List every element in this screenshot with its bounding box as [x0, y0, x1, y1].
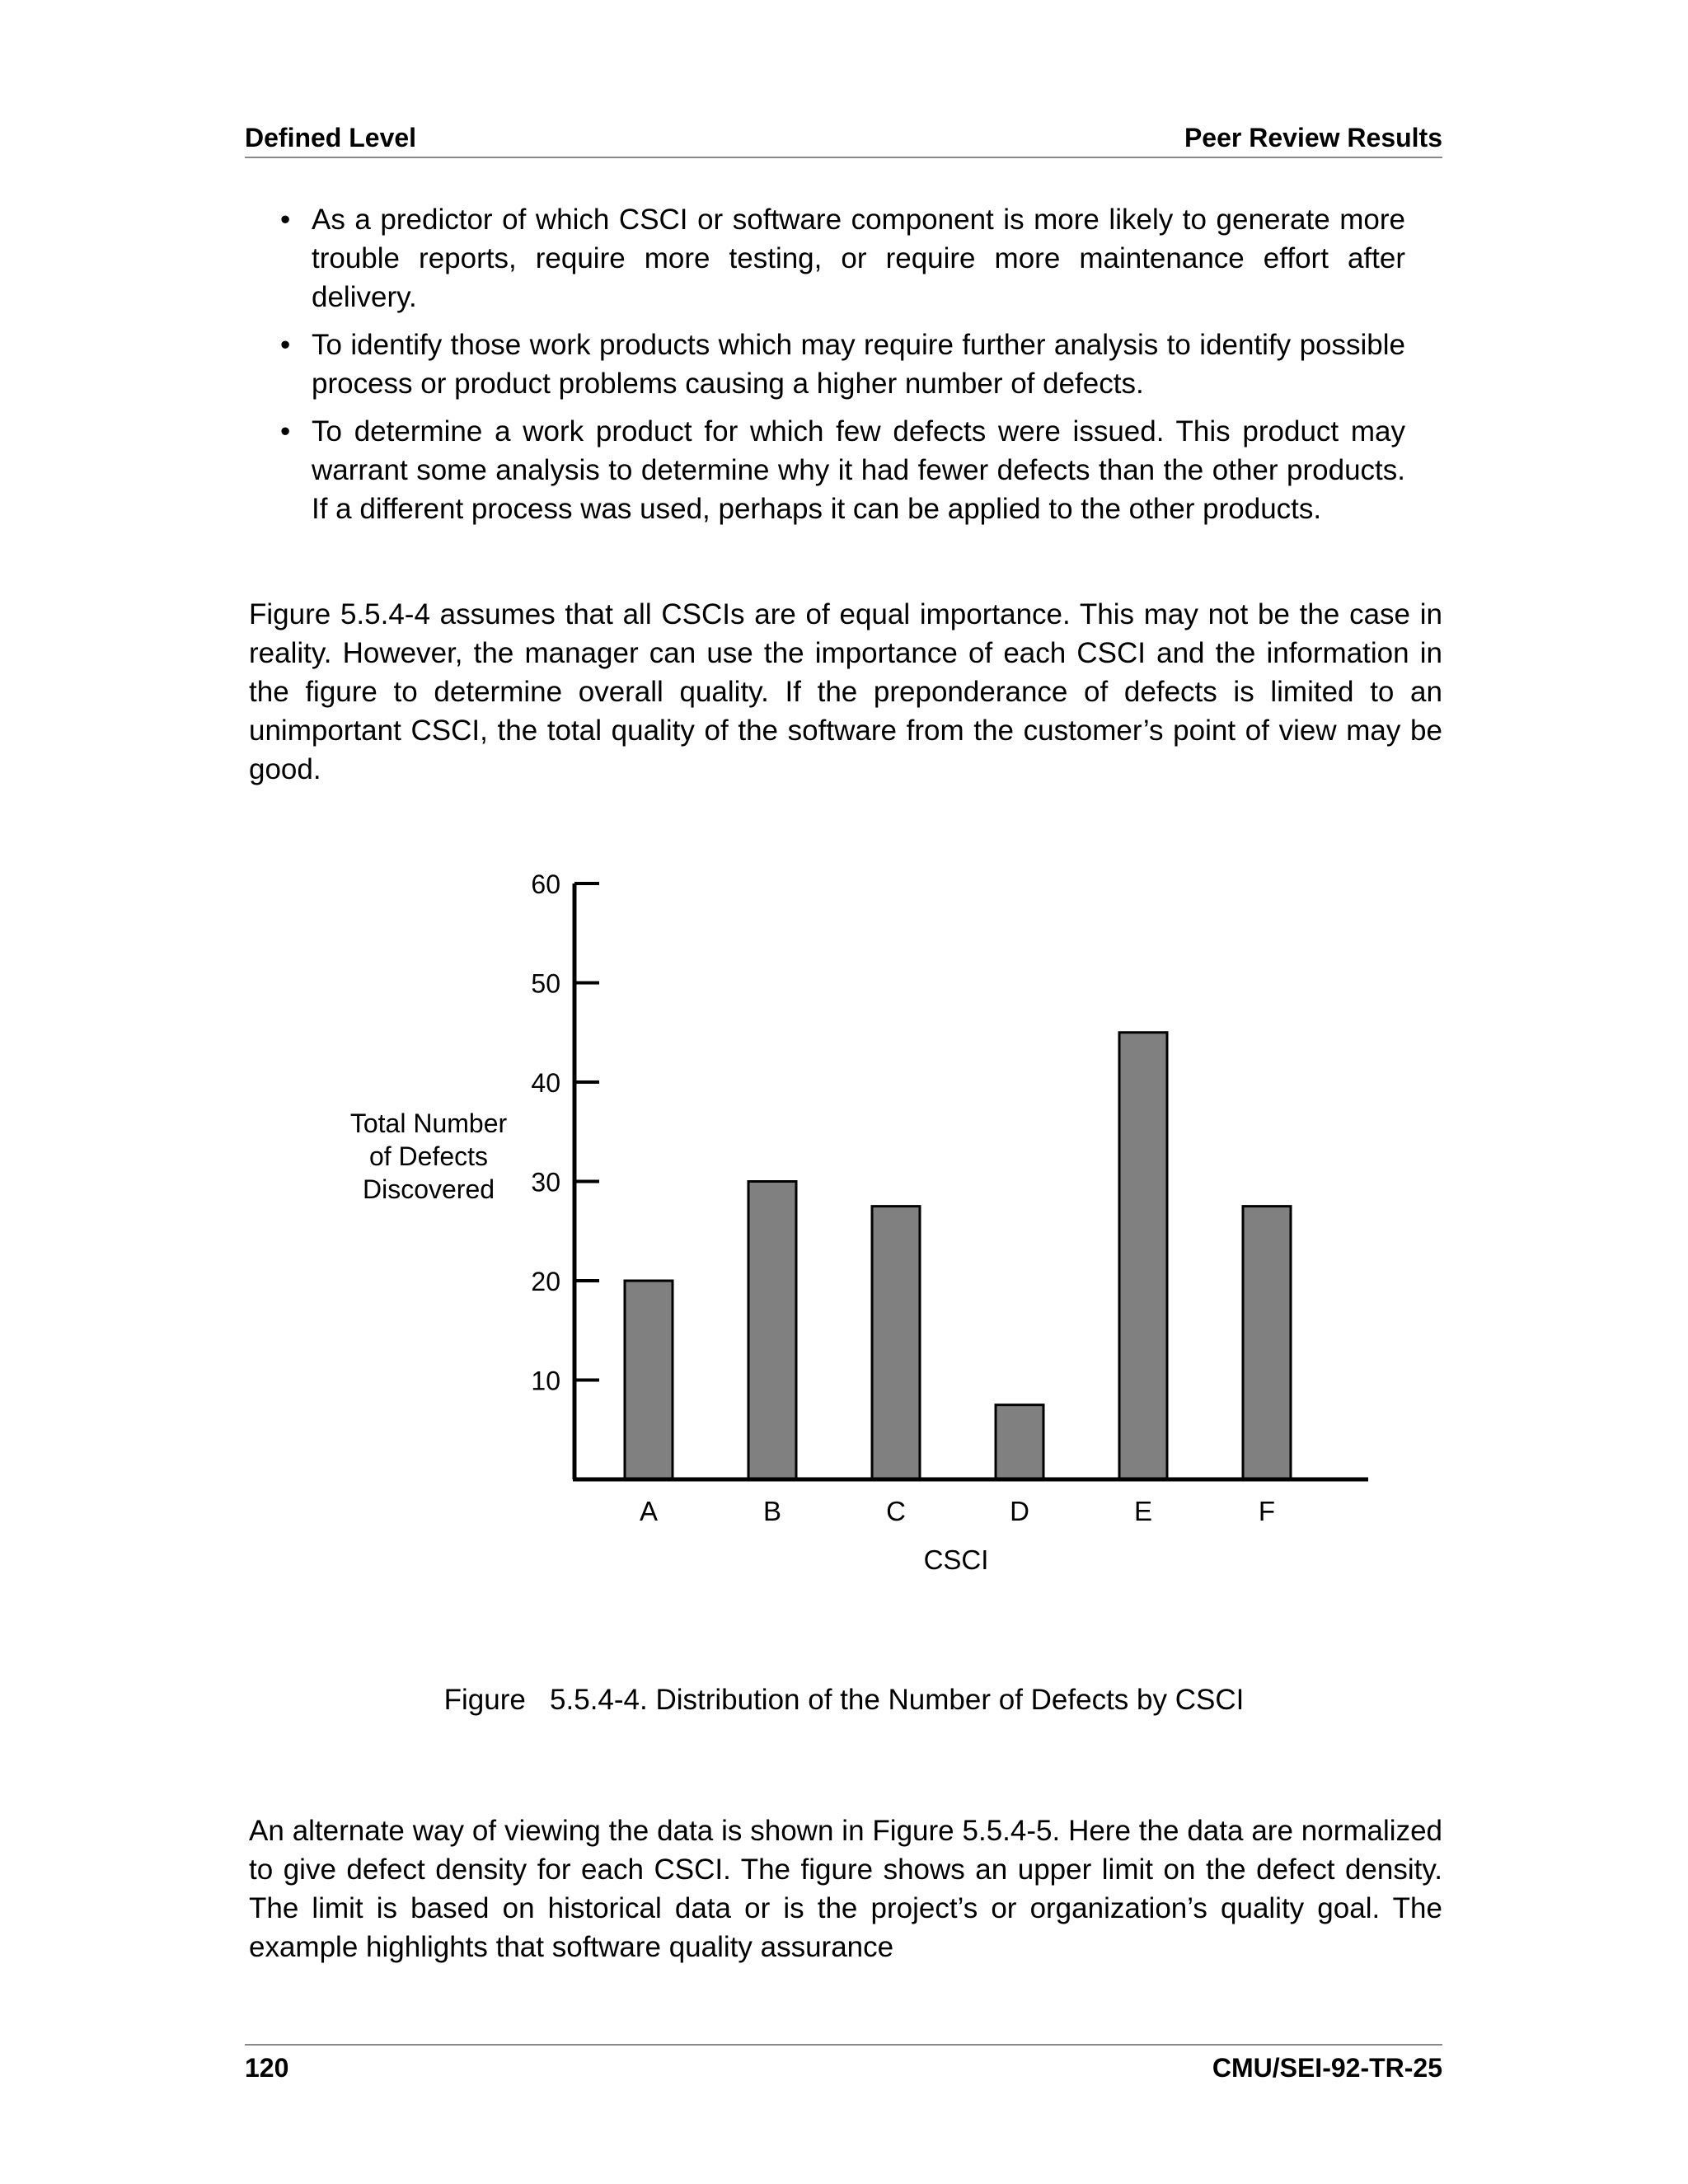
x-tick-label: C — [886, 1496, 906, 1526]
page-number: 120 — [245, 2053, 289, 2083]
bar — [625, 1281, 673, 1479]
x-tick-label: D — [1010, 1496, 1029, 1526]
bar — [1119, 1033, 1167, 1479]
bullet-text: To determine a work product for which few defects were issued. This product may warrant some analysis to determine why it had fewer defects than the other products. If a different process was used, perhaps it can be applied to the other products. — [312, 415, 1405, 525]
y-tick-label: 60 — [531, 869, 560, 899]
y-tick-label: 30 — [531, 1167, 560, 1197]
x-tick-label: B — [762, 1496, 782, 1526]
bullet-text: To identify those work products which may require further analysis to identify possible process or product problems causing a higher number of defects. — [312, 329, 1405, 400]
x-tick-label: F — [1258, 1496, 1276, 1526]
body-paragraph: Figure 5.5.4-4 assumes that all CSCIs are of equal importance. This may not be the case in reality. However, the manager can use the importance of each CSCI and the information in the figure to determine overall quality. If the preponderance of defects is limited to an unimportant CSCI, the total quality of the software from the customer’s point of view may be good. — [249, 598, 1442, 785]
x-axis-title: CSCI — [923, 1544, 989, 1575]
y-axis — [531, 869, 599, 1479]
header-topic-title: Peer Review Results — [1184, 123, 1442, 152]
bar — [872, 1207, 920, 1479]
y-tick-label: 50 — [531, 968, 560, 999]
bars — [625, 1033, 1291, 1479]
body-paragraph: An alternate way of viewing the data is shown in Figure 5.5.4-5. Here the data are normalized to give defect density for each CSCI. The figure shows an upper limit on the defect density. The limit is based on historical data or is the project’s or organization’s quality goal. The example highlights that software quality assurance — [249, 1815, 1442, 1963]
bar — [748, 1182, 796, 1480]
y-axis-label — [350, 1108, 508, 1204]
bullet-item — [280, 326, 1405, 403]
bullet-item — [280, 412, 1405, 528]
defects-bar-chart — [0, 849, 1688, 1607]
bullet-list — [280, 200, 1405, 537]
y-axis-label-line: Discovered — [362, 1174, 495, 1204]
figure-caption: Figure 5.5.4-4. Distribution of the Number of Defects by CSCI — [443, 1684, 1245, 1716]
x-tick-label: E — [1133, 1496, 1153, 1526]
x-axis — [573, 1479, 1368, 1526]
page-header — [245, 124, 1442, 158]
y-tick-label: 20 — [531, 1267, 560, 1296]
page-footer — [245, 2044, 1442, 2083]
bar — [996, 1405, 1043, 1479]
bullet-item — [280, 200, 1405, 316]
x-tick-label: A — [639, 1496, 659, 1526]
y-axis-label-line: Total Number — [349, 1108, 508, 1138]
y-tick-label: 40 — [531, 1068, 560, 1098]
bar — [1243, 1207, 1291, 1479]
bullet-dot: • — [280, 329, 291, 361]
bullet-dot: • — [280, 415, 291, 448]
header-section-title: Defined Level — [245, 123, 417, 152]
bullet-dot: • — [280, 204, 291, 236]
report-id: CMU/SEI-92-TR-25 — [1212, 2053, 1442, 2083]
y-tick-label: 10 — [531, 1366, 560, 1396]
y-axis-label-line: of Defects — [368, 1141, 489, 1171]
bullet-text: As a predictor of which CSCI or software component is more likely to generate more trouble reports, require more testing, or require more maintenance effort after delivery. — [312, 204, 1405, 313]
